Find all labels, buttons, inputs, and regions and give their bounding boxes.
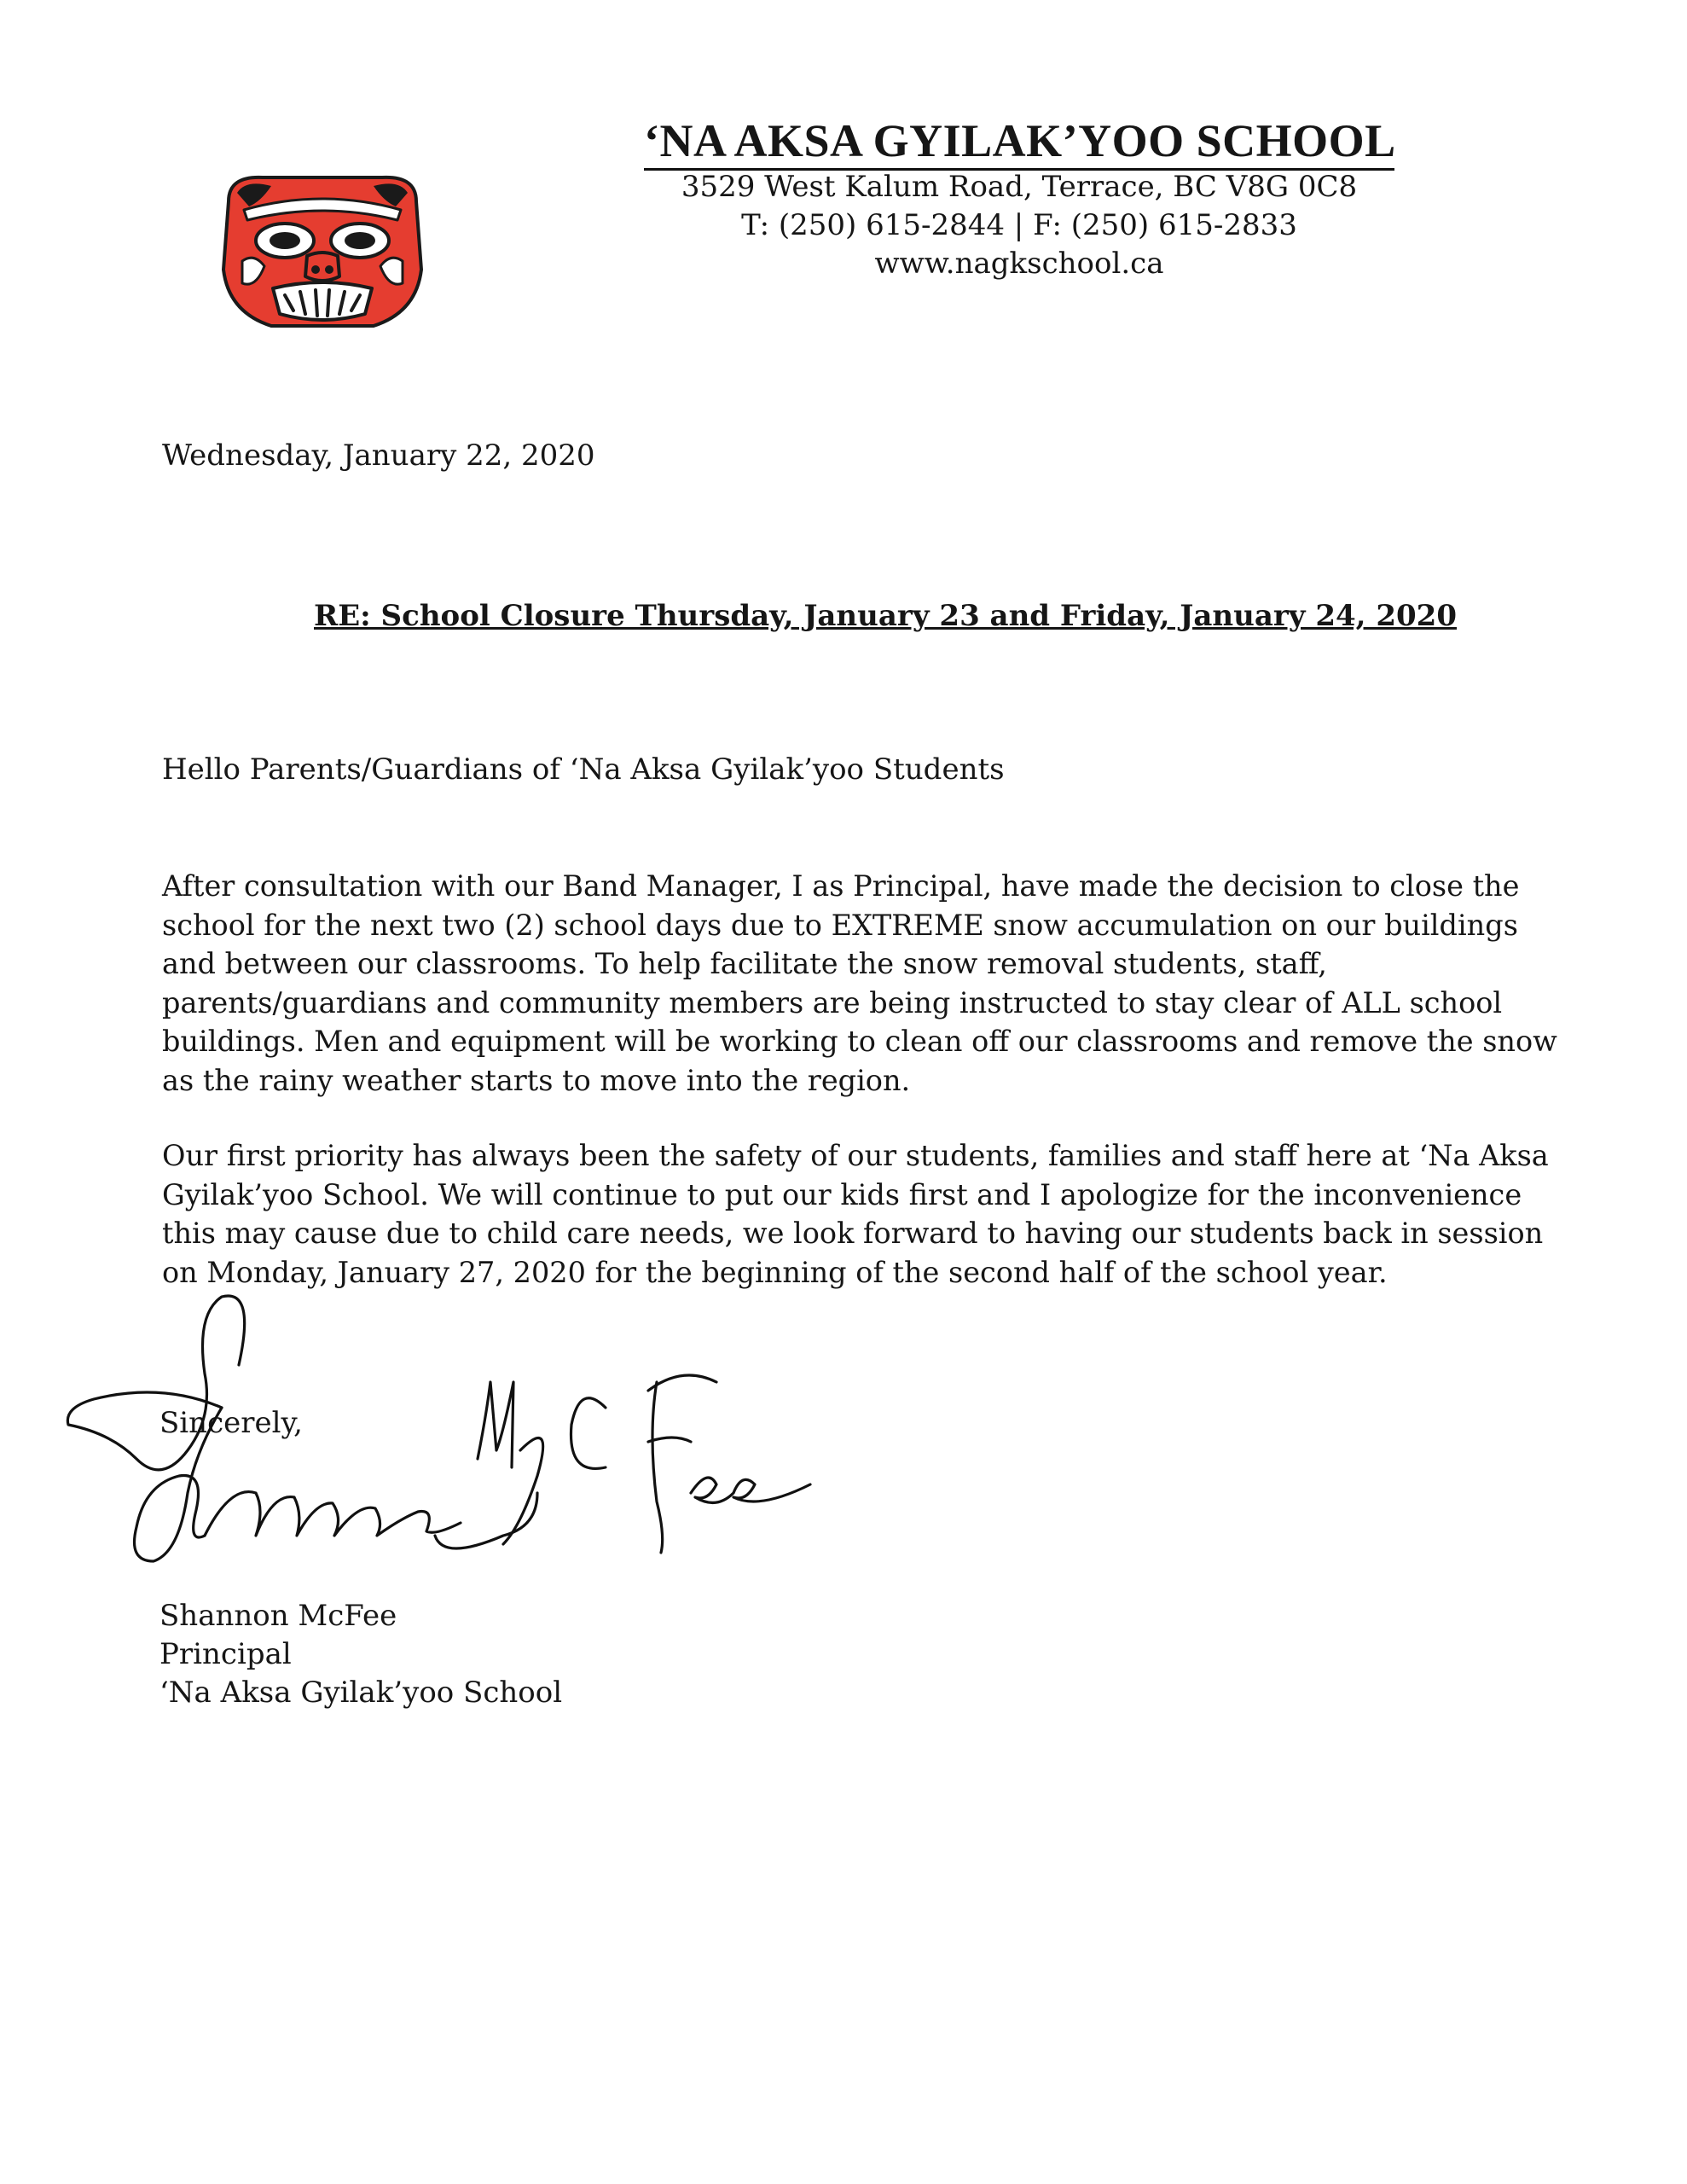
school-website: www.nagkschool.ca: [874, 247, 1164, 281]
letter-greeting: Hello Parents/Guardians of ‘Na Aksa Gyilak’yoo Students: [162, 752, 1005, 787]
letter-closing: Sincerely,: [159, 1406, 303, 1440]
signer-title: Principal: [159, 1637, 292, 1671]
school-address: 3529 West Kalum Road, Terrace, BC V8G 0C8: [681, 170, 1358, 204]
paragraph-line: on Monday, January 27, 2020 for the beginning of the second half of the school year.: [162, 1255, 1388, 1289]
paragraph-line: After consultation with our Band Manager, I as Principal, have made the decision to close the: [162, 869, 1520, 903]
signer-name: Shannon McFee: [159, 1599, 397, 1633]
handwritten-signature: [60, 1280, 827, 1587]
paragraph-line: school for the next two (2) school days due to EXTREME snow accumulation on our buildings: [162, 908, 1518, 942]
letter-subject: RE: School Closure Thursday, January 23 and Friday, January 24, 2020: [314, 599, 1457, 633]
paragraph-line: buildings. Men and equipment will be working to clean off our classrooms and remove the snow: [162, 1025, 1557, 1058]
paragraph-line: this may cause due to child care needs, we look forward to having our students back in session: [162, 1217, 1544, 1250]
signer-organization: ‘Na Aksa Gyilak’yoo School: [159, 1676, 563, 1710]
paragraph-line: parents/guardians and community members are being instructed to stay clear of ALL school: [162, 985, 1503, 1019]
school-name: ‘NA AKSA GYILAK’YOO SCHOOL: [644, 113, 1394, 171]
letter-date: Wednesday, January 22, 2020: [162, 439, 595, 473]
paragraph-closure-details: [162, 867, 1557, 1100]
haida-bear-crest-icon: [212, 167, 433, 338]
paragraph-line: as the rainy weather starts to move into the region.: [162, 1063, 911, 1097]
signature-block: [159, 1597, 562, 1712]
paragraph-line: and between our classrooms. To help facilitate the snow removal students, staff,: [162, 947, 1327, 980]
contact-block: [644, 168, 1394, 283]
paragraph-safety-priority: [162, 1136, 1549, 1292]
paragraph-line: Gyilak’yoo School. We will continue to put our kids first and I apologize for the inconvenience: [162, 1177, 1522, 1211]
paragraph-line: Our first priority has always been the safety of our students, families and staff here at ‘Na Aksa: [162, 1139, 1549, 1172]
school-phone-fax: T: (250) 615-2844 | F: (250) 615-2833: [741, 208, 1297, 242]
